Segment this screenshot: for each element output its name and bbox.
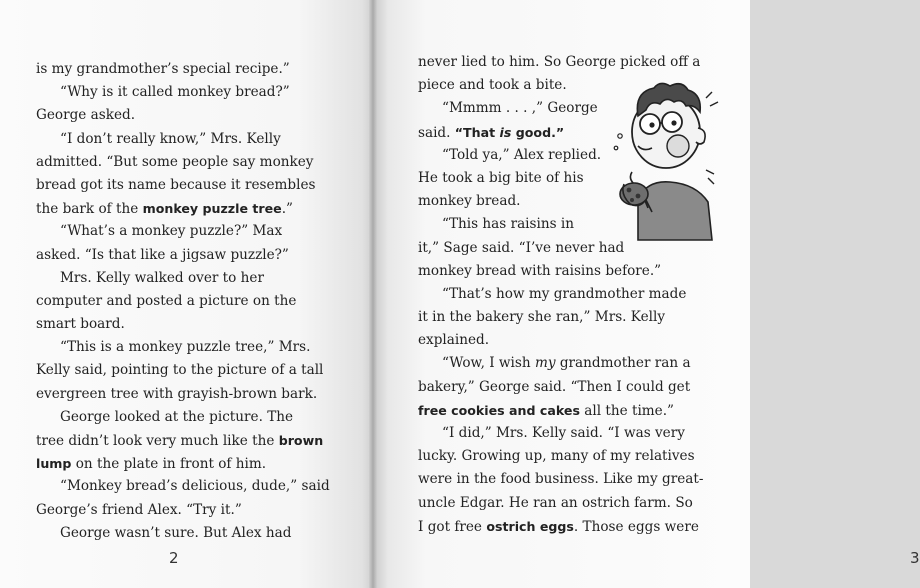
text-run: said. xyxy=(418,124,455,141)
text-run: evergreen tree with grayish-brown bark. xyxy=(36,385,318,402)
text-line xyxy=(36,220,348,243)
text-line xyxy=(418,51,718,74)
text-line xyxy=(36,499,348,522)
george-eating-icon xyxy=(608,80,720,260)
text-run: bread got its name because it resembles xyxy=(36,176,316,193)
text-run: George’s friend Alex. “Try it.” xyxy=(36,501,242,518)
text-run: . Those eggs were xyxy=(573,518,699,535)
text-run: explained. xyxy=(418,332,490,349)
text-run: George wasn’t sure. But Alex had xyxy=(60,524,292,541)
text-run: asked. “Is that like a jigsaw puzzle?” xyxy=(36,246,289,263)
text-line xyxy=(36,475,348,498)
text-line xyxy=(418,329,718,352)
text-run: “Why is it called monkey bread?” xyxy=(60,84,290,101)
text-line xyxy=(418,422,718,445)
text-line xyxy=(36,336,348,359)
text-line xyxy=(418,260,718,283)
text-line xyxy=(418,515,718,538)
text-run: “Told ya,” Alex replied. xyxy=(442,146,602,163)
text-run: Kelly said, pointing to the picture of a tall xyxy=(36,362,324,379)
text-line xyxy=(418,283,718,306)
text-run: George looked at the picture. The xyxy=(60,408,294,425)
text-line xyxy=(418,399,718,422)
text-line xyxy=(36,81,348,104)
left-page-text xyxy=(36,58,348,545)
text-run: George asked. xyxy=(36,107,136,124)
emphasized-text: my xyxy=(534,355,556,372)
text-run: “That’s how my grandmother made xyxy=(442,285,687,302)
emphasized-text: brown xyxy=(278,433,324,448)
text-line xyxy=(36,290,348,313)
text-run: is my grandmother’s special recipe.” xyxy=(36,61,290,77)
emphasized-text: ostrich eggs xyxy=(486,518,574,534)
text-line xyxy=(36,383,348,406)
text-run: “This has raisins in xyxy=(442,216,575,233)
emphasized-text: is xyxy=(499,124,512,140)
text-run: He took a big bite of his xyxy=(418,169,584,186)
text-line xyxy=(36,313,348,336)
text-run: computer and posted a picture on the xyxy=(36,292,297,309)
text-run: monkey bread with raisins before.” xyxy=(418,262,662,279)
text-line xyxy=(36,429,348,452)
text-run: piece and took a bite. xyxy=(418,77,567,94)
text-run: .” xyxy=(281,201,293,218)
emphasized-text: “That xyxy=(454,124,500,140)
text-line xyxy=(418,352,718,375)
text-line xyxy=(36,267,348,290)
text-line xyxy=(418,492,718,515)
text-run: “What’s a monkey puzzle?” Max xyxy=(60,223,283,240)
text-run: never lied to him. So George picked off a xyxy=(418,54,701,70)
text-run: “I did,” Mrs. Kelly said. “I was very xyxy=(442,425,685,441)
text-line xyxy=(36,128,348,151)
text-run: bakery,” George said. “Then I could get xyxy=(418,378,691,395)
text-line xyxy=(418,445,718,468)
text-line xyxy=(36,151,348,174)
text-run: monkey bread. xyxy=(418,193,521,210)
text-line xyxy=(36,197,348,220)
text-run: smart board. xyxy=(36,316,125,333)
left-page xyxy=(0,0,373,588)
text-line xyxy=(36,359,348,382)
text-run: “I don’t really know,” Mrs. Kelly xyxy=(60,130,281,147)
text-line xyxy=(36,174,348,197)
text-run: all the time.” xyxy=(579,402,674,419)
text-line xyxy=(36,452,348,475)
text-run: “Mmmm . . . ,” George xyxy=(442,100,598,117)
text-line xyxy=(36,244,348,267)
emphasized-text: free cookies and cakes xyxy=(418,402,580,418)
text-run: admitted. “But some people say monkey xyxy=(36,153,314,170)
text-line xyxy=(36,58,348,81)
text-run: Mrs. Kelly walked over to her xyxy=(60,269,264,286)
text-run: grandmother ran a xyxy=(555,355,691,372)
text-run: lucky. Growing up, many of my relatives xyxy=(418,448,695,465)
right-page-number: 3 xyxy=(910,549,920,567)
text-line xyxy=(418,306,718,329)
text-run: tree didn’t look very much like the xyxy=(36,433,279,449)
text-run: were in the food business. Like my great- xyxy=(418,471,704,488)
left-page-number: 2 xyxy=(169,549,179,567)
emphasized-text: lump xyxy=(36,456,72,472)
text-line xyxy=(418,468,718,491)
text-run: uncle Edgar. He ran an ostrich farm. So xyxy=(418,494,693,511)
emphasized-text: monkey puzzle tree xyxy=(142,201,282,217)
text-run: “This is a monkey puzzle tree,” Mrs. xyxy=(60,339,311,356)
text-run: “Monkey bread’s delicious, dude,” said xyxy=(60,478,330,495)
text-line xyxy=(36,406,348,429)
text-line xyxy=(36,104,348,127)
text-line xyxy=(418,376,718,399)
text-run: the bark of the xyxy=(36,201,143,218)
text-run: on the plate in front of him. xyxy=(71,456,267,473)
text-run: it in the bakery she ran,” Mrs. Kelly xyxy=(418,309,666,326)
text-run: “Wow, I wish xyxy=(442,355,535,372)
text-run: it,” Sage said. “I’ve never had xyxy=(418,239,625,256)
emphasized-text: good.” xyxy=(511,124,565,140)
text-run: I got free xyxy=(418,518,487,535)
book-gutter xyxy=(369,0,377,588)
text-line xyxy=(36,522,348,545)
